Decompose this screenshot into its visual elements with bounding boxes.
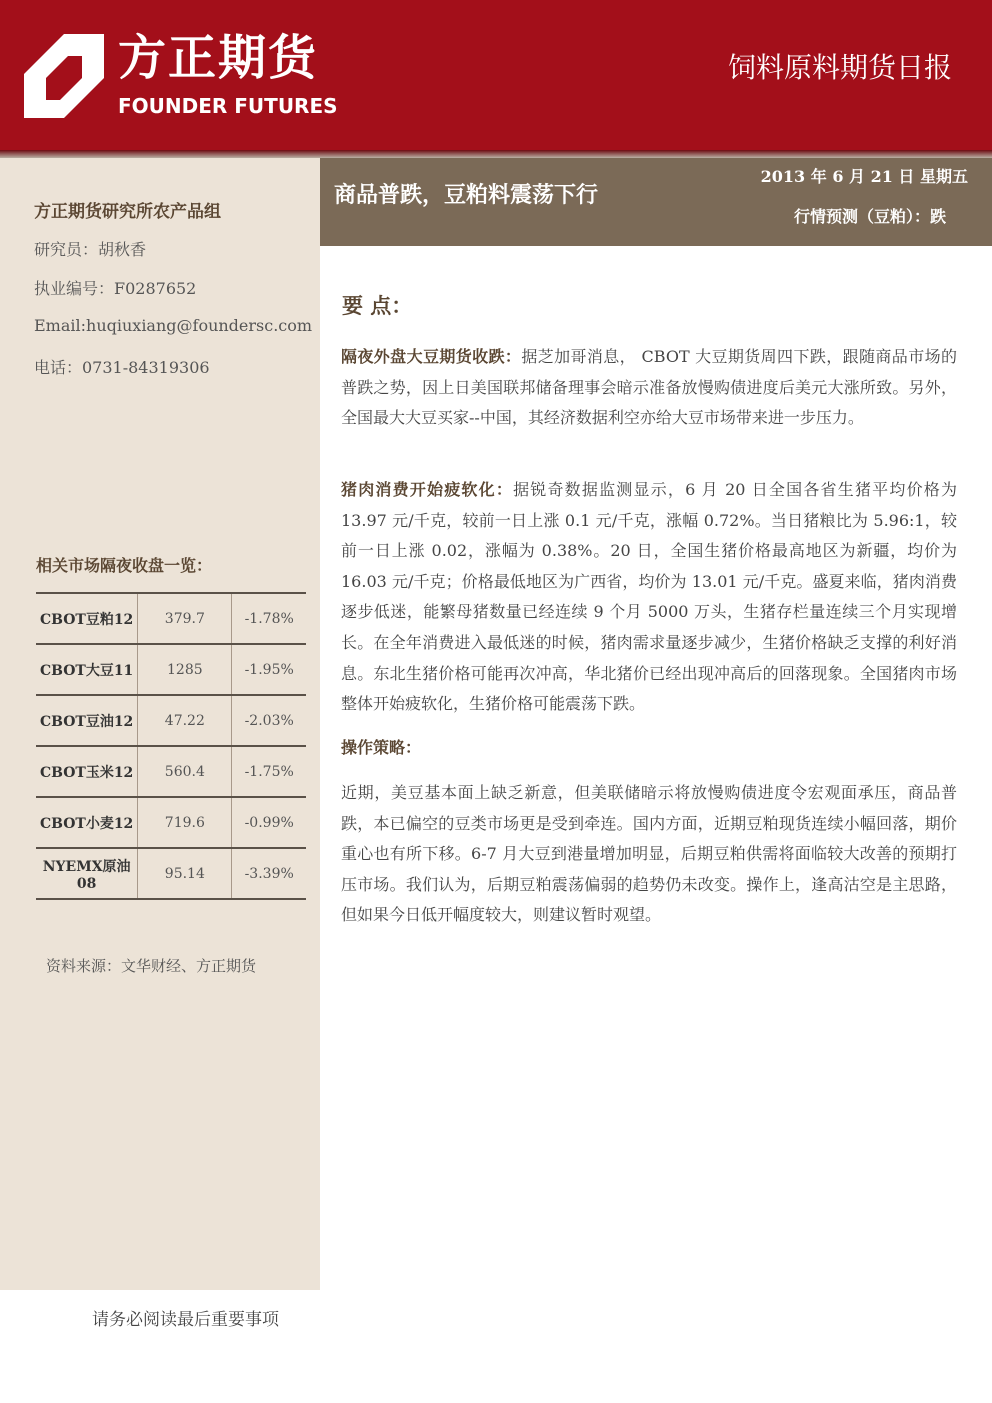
report-title: 饲料原料期货日报: [727, 51, 952, 84]
close-price: 1285: [138, 644, 232, 695]
report-date: 2013 年 6 月 21 日 星期五: [760, 167, 968, 186]
table-row: [36, 644, 306, 695]
close-price: 47.22: [138, 695, 232, 746]
contract-name: CBOT大豆11: [36, 644, 138, 695]
contract-name: CBOT豆油12: [36, 695, 138, 746]
email-address: Email:huqiuxiang@foundersc.com: [34, 316, 313, 335]
headline-banner: [320, 158, 992, 246]
phone-number: 电话：0731-84319306: [34, 358, 210, 377]
paragraph-soybean: [341, 342, 957, 434]
paragraph-body: 近期，美豆基本面上缺乏新意，但美联储暗示将放慢购债进度令宏观面承压，商品普跌，本已偏空的豆类市场更是受到牵连。国内方面，近期豆粕现货连续小幅回落，期价重心也有所下移。6-7 月大豆到港量增加明显，后期豆粕供需将面临较大改善的预期打压市场。我们认为，后期豆粕震荡偏弱的趋势仍未改变。操作上，逢高沽空是主思路，但如果今日低开幅度较大，则建议暂时观望。: [341, 783, 957, 925]
close-price: 379.7: [138, 593, 232, 644]
headline: 商品普跌，豆粕料震荡下行: [334, 182, 599, 208]
table-row: [36, 593, 306, 644]
table-row: [36, 695, 306, 746]
contract-name: CBOT玉米12: [36, 746, 138, 797]
paragraph-strategy: [341, 778, 957, 931]
table-row: [36, 746, 306, 797]
logo-chinese-name: 方正期货: [118, 30, 319, 86]
license-number: 执业编号：F0287652: [34, 279, 197, 298]
research-group: 方正期货研究所农产品组: [34, 202, 221, 222]
footer-disclaimer-note: 请务必阅读最后重要事项: [92, 1310, 279, 1330]
price-change: -0.99%: [232, 797, 306, 848]
paragraph-body: 据芝加哥消息， CBOT 大豆期货周四下跌，跟随商品市场的普跌之势，因上日美国联邦储备理事会暗示准备放慢购债进度后美元大涨所致。另外，全国最大大豆买家--中国，其经济数据利空亦给大豆市场带来进一步压力。: [341, 347, 957, 428]
paragraph-lead: 猪肉消费开始疲软化：: [341, 480, 514, 499]
price-change: -1.75%: [232, 746, 306, 797]
table-row: [36, 797, 306, 848]
market-table-title: 相关市场隔夜收盘一览：: [36, 556, 213, 575]
data-source: 资料来源：文华财经、方正期货: [46, 957, 257, 975]
table-row: [36, 848, 306, 899]
close-price: 95.14: [138, 848, 232, 899]
price-change: -3.39%: [232, 848, 306, 899]
contract-name: CBOT豆粕12: [36, 593, 138, 644]
header-divider: [0, 150, 992, 158]
price-change: -1.95%: [232, 644, 306, 695]
contract-name: NYEMX原油08: [36, 848, 138, 899]
keypoints-heading: 要 点：: [342, 293, 413, 318]
researcher-name: 研究员：胡秋香: [34, 240, 147, 259]
logo-english-name: FOUNDER FUTURES: [118, 94, 338, 118]
strategy-heading: 操作策略：: [341, 738, 422, 757]
close-price: 719.6: [138, 797, 232, 848]
founder-logo-icon: [24, 34, 104, 118]
market-forecast: 行情预测（豆粕）：跌: [793, 207, 946, 226]
paragraph-lead: 隔夜外盘大豆期货收跌：: [341, 347, 522, 366]
header-bar: [0, 0, 992, 150]
paragraph-pork: [341, 475, 957, 720]
close-price: 560.4: [138, 746, 232, 797]
price-change: -1.78%: [232, 593, 306, 644]
paragraph-body: 据锐奇数据监测显示，6 月 20 日全国各省生猪平均价格为 13.97 元/千克，较前一日上涨 0.1 元/千克，涨幅 0.72%。当日猪粮比为 5.96:1，较前一日上涨 0.02，涨幅为 0.38%。20 日，全国生猪价格最高地区为新疆，均价为 16.03 元/千克；价格最低地区为广西省，均价为 13.01 元/千克。盛夏来临，猪肉消费逐步低迷，能繁母猪数量已经连续 9 个月 5000 万头，生猪存栏量连续三个月实现增长。在全年消费进入最低迷的时候，猪肉需求量逐步减少，生猪价格缺乏支撑的利好消息。东北生猪价格可能再次冲高，华北猪价已经出现冲高后的回落现象。全国猪肉市场整体开始疲软化，生猪价格可能震荡下跌。: [341, 480, 957, 714]
contract-name: CBOT小麦12: [36, 797, 138, 848]
market-table: [36, 592, 306, 900]
price-change: -2.03%: [232, 695, 306, 746]
